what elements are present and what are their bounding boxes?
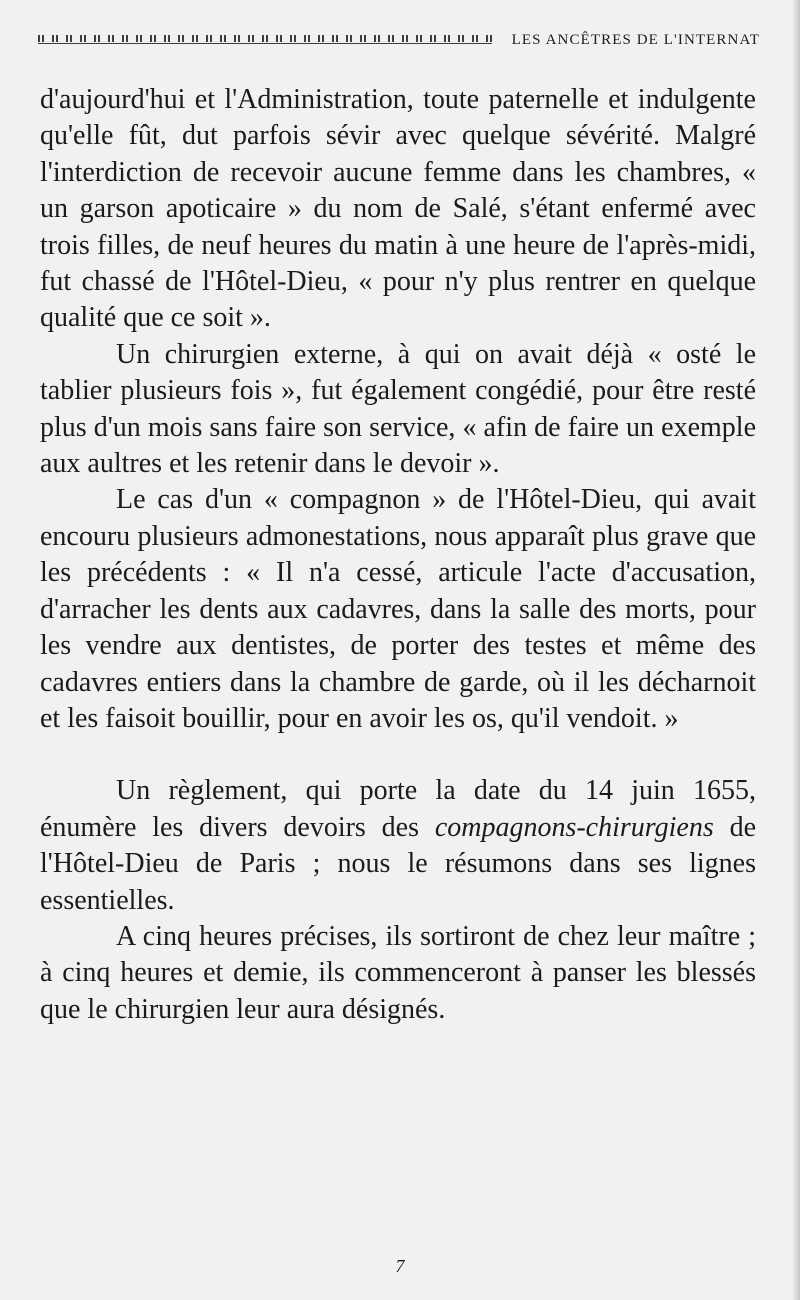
ornamental-rule <box>38 35 492 45</box>
paragraph-text: de l'Hôtel-Dieu de Paris ; nous le résumons dans ses lignes essentielles. <box>40 811 757 916</box>
paragraph <box>40 773 756 919</box>
paragraph: d'aujourd'hui et l'Administration, toute paternelle et indulgente qu'elle fût, dut parfois sévir avec quelque sévérité. Malgré l'interdiction de recevoir aucune femme dans les chambres, « un garson apoticaire » du nom de Salé, s'étant enfermé avec trois filles, de neuf heures du matin à une heure de l'après-midi, fut chassé de l'Hôtel-Dieu, « pour n'y plus rentrer en quelque qualité que ce soit ». <box>40 84 756 334</box>
paragraph: Le cas d'un « compagnon » de l'Hôtel-Dieu, qui avait encouru plusieurs admonestations, nous apparaît plus grave que les précédents : « Il n'a cessé, articule l'acte d'accusation, d'arracher les dents aux cadavres, dans la salle des morts, pour les vendre aux dentistes, de porter des testes et même des cadavres entiers dans la chambre de garde, où il les décharnoit et les faisoit bouillir, pour en avoir les os, qu'il vendoit. » <box>40 484 756 734</box>
paragraph: A cinq heures précises, ils sortiront de chez leur maître ; à cinq heures et demie, ils commenceront à panser les blessés que le chirurgien leur aura désignés. <box>40 920 756 1025</box>
running-head: LES ANCÊTRES DE L'INTERNAT <box>511 31 760 48</box>
body-text <box>40 82 756 1028</box>
italic-term: compagnons-chirurgiens <box>434 811 714 843</box>
paragraph-text: Un règlement, qui porte la date du 14 juin 1655, énumère les divers devoirs des <box>40 775 756 843</box>
page-number: 7 <box>395 1256 405 1276</box>
page-header <box>38 28 760 52</box>
paragraph: Un chirurgien externe, à qui on avait déjà « osté le tablier plusieurs fois », fut également congédié, pour être resté plus d'un mois sans faire son service, « afin de faire un exemple aux aultres et les retenir dans le devoir ». <box>40 338 756 480</box>
